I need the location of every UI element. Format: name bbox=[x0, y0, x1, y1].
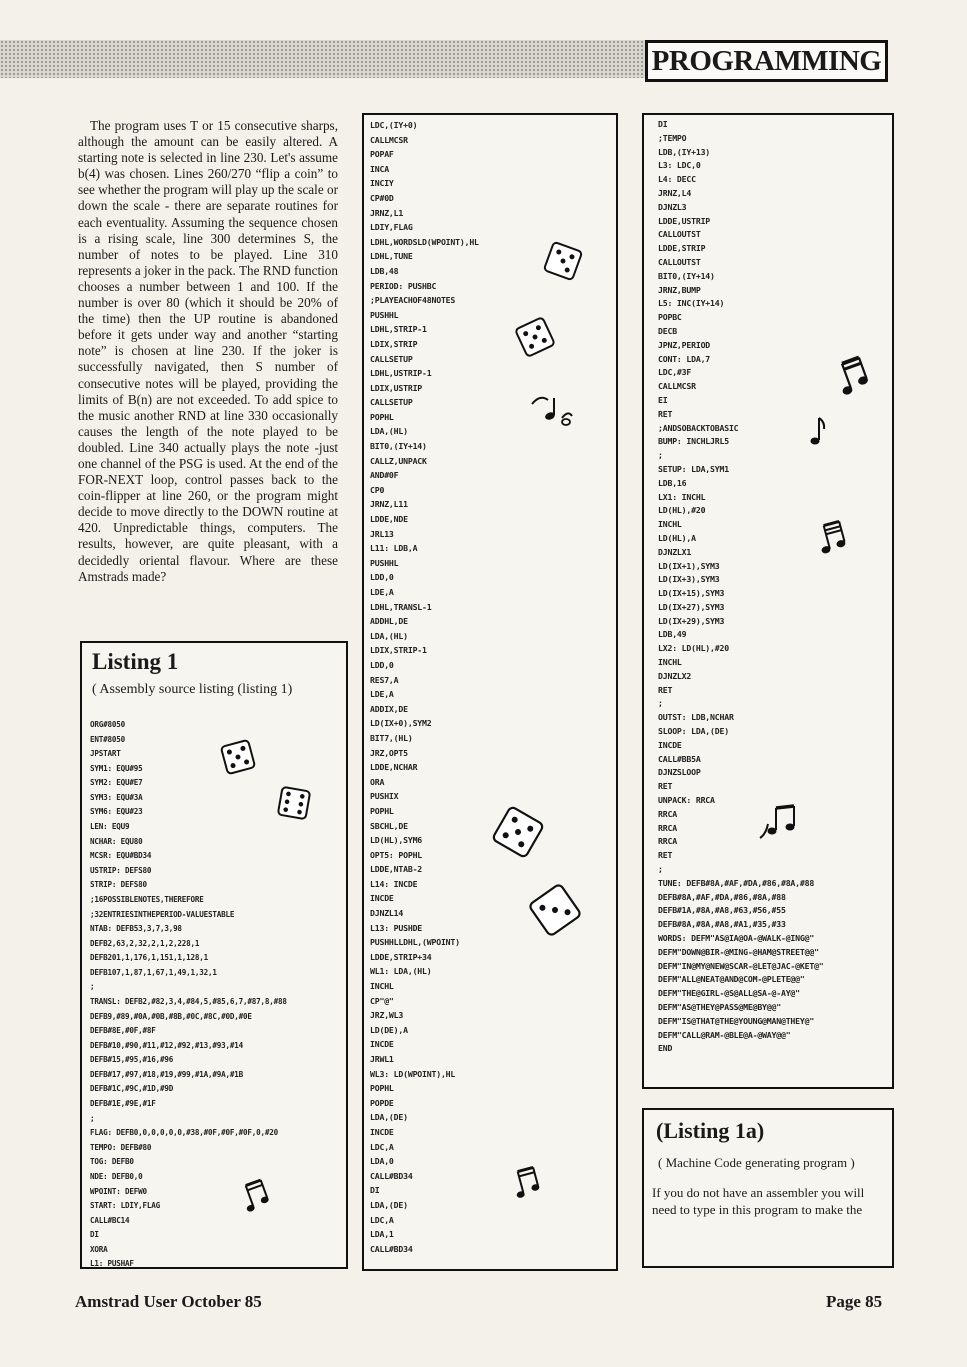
code-line: ; bbox=[90, 1113, 95, 1123]
code-line: LDA,(DE) bbox=[370, 1112, 408, 1123]
code-line: LDA,0 bbox=[370, 1156, 394, 1167]
code-line: SLOOP: LDA,(DE) bbox=[658, 726, 729, 737]
code-line: DEFM"ALL@NEAT@AND@COM-@PLETE@@" bbox=[658, 974, 805, 985]
code-line: JPSTART bbox=[90, 749, 121, 759]
code-line: FLAG: DEFB0,0,0,0,0,0,#38,#0F,#0F,#0F,0,#20 bbox=[90, 1128, 278, 1138]
code-line: AND#0F bbox=[370, 470, 399, 481]
listing-1a-subtitle: ( Machine Code generating program ) bbox=[658, 1155, 855, 1170]
code-line: RRCA bbox=[658, 822, 677, 833]
code-line: DEFB#1E,#9E,#1F bbox=[90, 1099, 156, 1109]
code-line: INCHL bbox=[370, 981, 394, 992]
code-line: START: LDIY,FLAG bbox=[90, 1201, 160, 1211]
code-line: ;TEMPO bbox=[658, 132, 687, 143]
code-line: LD(DE),A bbox=[370, 1024, 408, 1035]
code-line: DEFM"DOWN@BIR-@MING-@HAM@STREET@@" bbox=[658, 946, 819, 957]
code-line: DJNZLX2 bbox=[658, 670, 692, 681]
listing-column-3-code bbox=[658, 117, 824, 1055]
code-line: CALL#BD34 bbox=[370, 1170, 413, 1181]
code-line: XORA bbox=[90, 1244, 108, 1254]
code-line: LDE,A bbox=[370, 689, 394, 700]
code-line: PUSHHL bbox=[370, 309, 399, 320]
code-line: ;PLAYEACHOF48NOTES bbox=[370, 295, 456, 306]
code-line: ADDIX,DE bbox=[370, 703, 408, 714]
code-line: JRNZ,L4 bbox=[658, 187, 692, 198]
dice-icon bbox=[512, 314, 558, 360]
code-line: INCHL bbox=[658, 519, 682, 530]
code-line: BIT7,(HL) bbox=[370, 732, 413, 743]
code-line: LDD,0 bbox=[370, 572, 394, 583]
code-line: JRNZ,L11 bbox=[370, 499, 408, 510]
code-line: DI bbox=[90, 1230, 99, 1240]
code-line: DEFB#1C,#9C,#1D,#9D bbox=[90, 1084, 174, 1094]
code-line: END bbox=[658, 1043, 673, 1054]
listing-column-2-box bbox=[362, 113, 618, 1271]
code-line: DEFM"AS@THEY@PASS@ME@BY@@" bbox=[658, 1002, 781, 1012]
code-line: DEFB107,1,87,1,67,1,49,1,32,1 bbox=[90, 967, 217, 977]
code-line: INCDE bbox=[370, 1126, 394, 1137]
code-line: LDDE,NCHAR bbox=[370, 762, 418, 773]
code-line: WL1: LDA,(HL) bbox=[370, 966, 432, 977]
code-line: LDA,(DE) bbox=[370, 1199, 408, 1210]
code-line: ADDHL,DE bbox=[370, 616, 408, 627]
code-line: INCDE bbox=[370, 1039, 394, 1050]
code-line: INCIY bbox=[370, 178, 394, 189]
code-line: TEMPO: DEFB#80 bbox=[90, 1142, 152, 1152]
footer-magazine-issue: Amstrad User October 85 bbox=[75, 1292, 262, 1311]
code-line: LD(IX+0),SYM2 bbox=[370, 718, 432, 729]
code-line: PUSHHL bbox=[370, 557, 399, 568]
dice-icon bbox=[490, 804, 546, 860]
code-line: LD(HL),#20 bbox=[658, 505, 706, 516]
code-line: DEFB#17,#97,#18,#19,#99,#1A,#9A,#1B bbox=[90, 1069, 244, 1079]
code-line: ;16POSSIBLENOTES,THEREFORE bbox=[90, 894, 204, 904]
code-line: LDHL,USTRIP-1 bbox=[370, 368, 432, 379]
code-line: CALL#BB5A bbox=[658, 753, 701, 764]
code-line: ;ANDSOBACKTOBASIC bbox=[658, 422, 739, 433]
code-line: LDHL,TUNE bbox=[370, 251, 413, 262]
code-line: UNPACK: RRCA bbox=[658, 795, 715, 806]
code-line: LDC,#3F bbox=[658, 367, 692, 378]
code-line: CALL#BC14 bbox=[90, 1215, 130, 1225]
code-line: LEN: EQU9 bbox=[90, 822, 130, 832]
code-line: DJNZL3 bbox=[658, 201, 687, 212]
code-line: LD(IX+1),SYM3 bbox=[658, 560, 720, 571]
code-line: LDB,(IY+13) bbox=[658, 146, 711, 157]
code-line: DEFB#15,#95,#16,#96 bbox=[90, 1055, 174, 1065]
code-line: POPBC bbox=[658, 312, 682, 323]
code-line: BIT0,(IY+14) bbox=[658, 270, 715, 281]
code-line: TRANSL: DEFB2,#82,3,4,#84,5,#85,6,7,#87,8,#88 bbox=[90, 996, 287, 1006]
code-line: OPT5: POPHL bbox=[370, 849, 423, 860]
code-line: DI bbox=[658, 119, 668, 129]
code-line: NTAB: DEFB53,3,7,3,98 bbox=[90, 924, 182, 934]
code-line: DEFM"IS@THAT@THE@YOUNG@MAN@THEY@" bbox=[658, 1015, 815, 1026]
code-line: LDDE,NTAB-2 bbox=[370, 864, 423, 875]
code-line: DJNZL14 bbox=[370, 908, 404, 919]
code-line: SYM1: EQU#95 bbox=[90, 763, 143, 773]
dice-icon bbox=[540, 238, 586, 284]
code-line: L4: DECC bbox=[658, 174, 696, 185]
code-line: ORG#8050 bbox=[90, 720, 125, 729]
code-line: JPNZ,PERIOD bbox=[658, 339, 711, 350]
code-line: JRNZ,L1 bbox=[370, 207, 404, 218]
code-line: JRZ,OPT5 bbox=[370, 747, 408, 758]
intro-paragraph: The program uses T or 15 consecutive sharps, although the amount can be easily altered. A starting note is selected in line 230. Let's assume b(4) was chosen. Lines 260/270 “flip a coin” to see whether the program will play up the scale or down the scale - there are separate routines for each eventuality. Assuming the sequence chosen is a rising scale, line 300 determines S, the number of notes to be played. Line 310 represents a joker in the pack. The RND function chooses a number between 1 and 100. If the number is over 80 (which it should be 20% of the time) then the UP routine is abandoned before it gets under way and another “starting note” is chosen at line 230. If the joker is successfully navigated, then S number of consecutive notes will be played, providing the limits of B(n) are not exceeded. To add spice to the music another RND at line 330 occasionally causes the length of the note played to be doubled. Line 340 actually plays the note -just one channel of the PSG is used. At the end of the FOR-NEXT loop, control passes back to the coin-flipper at line 260, or the program might decide to move directly to the DOWN routine at 420. Unpredictable things, computers. The results, however, are quite pleasant, with a decidedly oriental flavour. Where are these Amstrads made? bbox=[78, 118, 338, 584]
code-line: SBCHL,DE bbox=[370, 820, 408, 831]
code-line: POPHL bbox=[370, 1083, 394, 1094]
code-line: RET bbox=[658, 408, 673, 419]
code-line: RET bbox=[658, 781, 673, 792]
code-line: DEFB#8A,#AF,#DA,#86,#8A,#88 bbox=[658, 891, 786, 902]
code-line: CALLMCSR bbox=[658, 381, 696, 392]
music-note-icon bbox=[808, 414, 828, 448]
code-line: L11: LDB,A bbox=[370, 543, 418, 554]
code-line: CP#0D bbox=[370, 192, 394, 203]
code-line: SYM3: EQU#3A bbox=[90, 792, 143, 802]
code-line: USTRIP: DEFS80 bbox=[90, 865, 152, 875]
code-line: LD(IX+29),SYM3 bbox=[658, 615, 725, 626]
code-line: DEFB#1A,#8A,#A8,#63,#56,#55 bbox=[658, 905, 786, 916]
code-line: TOG: DEFB0 bbox=[90, 1157, 134, 1167]
code-line: LDIX,STRIP-1 bbox=[370, 645, 427, 656]
code-line: JRNZ,BUMP bbox=[658, 284, 701, 295]
code-line: L13: PUSHDE bbox=[370, 922, 423, 933]
intro-text bbox=[78, 118, 338, 585]
code-line: DEFM"IN@MY@NEW@SCAR-@LET@JAC-@KET@" bbox=[658, 960, 824, 971]
music-note-icon bbox=[511, 1163, 547, 1203]
code-line: DEFB201,1,176,1,151,1,128,1 bbox=[90, 953, 209, 963]
code-line: NCHAR: EQU80 bbox=[90, 836, 143, 846]
code-line: ; bbox=[658, 450, 663, 461]
code-line: LDDE,USTRIP bbox=[658, 215, 711, 226]
footer-page-number: Page 85 bbox=[826, 1292, 883, 1311]
code-line: CONT: LDA,7 bbox=[658, 353, 711, 364]
code-line: POPAF bbox=[370, 149, 394, 160]
code-line: LD(IX+3),SYM3 bbox=[658, 574, 720, 585]
code-line: L5: INC(IY+14) bbox=[658, 298, 725, 309]
code-line: CALLMCSR bbox=[370, 134, 408, 145]
code-line: ;32ENTRIESINTHEPERIOD-VALUESTABLE bbox=[90, 909, 235, 919]
code-line: PUSHIX bbox=[370, 791, 399, 802]
dice-icon bbox=[527, 882, 583, 938]
code-line: RES7,A bbox=[370, 674, 399, 685]
code-line: LDA,1 bbox=[370, 1229, 394, 1240]
code-line: L1: PUSHAF bbox=[90, 1259, 134, 1269]
code-line: LX2: LD(HL),#20 bbox=[658, 643, 729, 654]
code-line: LD(IX+27),SYM3 bbox=[658, 601, 725, 612]
code-line: INCDE bbox=[658, 739, 682, 750]
code-line: ENT#8050 bbox=[90, 734, 125, 744]
code-line: POPHL bbox=[370, 411, 394, 422]
code-line: CALLSETUP bbox=[370, 353, 413, 364]
code-line: LDA,(HL) bbox=[370, 426, 408, 437]
code-line: SETUP: LDA,SYM1 bbox=[658, 463, 729, 474]
code-line: CP0 bbox=[370, 484, 385, 495]
music-note-icon bbox=[240, 1176, 276, 1216]
code-line: LDB,16 bbox=[658, 477, 687, 488]
music-note-icon bbox=[833, 352, 877, 400]
code-line: ; bbox=[90, 982, 95, 992]
code-line: LDB,49 bbox=[658, 629, 687, 640]
dice-icon bbox=[218, 737, 258, 777]
code-line: LDC,(IY+0) bbox=[370, 120, 418, 130]
code-line: POPDE bbox=[370, 1097, 394, 1108]
code-line: OUTST: LDB,NCHAR bbox=[658, 712, 734, 723]
code-line: JRL13 bbox=[370, 528, 394, 539]
code-line: LX1: INCHL bbox=[658, 491, 706, 502]
code-line: JRZ,WL3 bbox=[370, 1010, 404, 1021]
code-line: INCHL bbox=[658, 657, 682, 668]
code-line: LDA,(HL) bbox=[370, 630, 408, 641]
code-line: L3: LDC,0 bbox=[658, 160, 701, 171]
code-line: STRIP: DEFS80 bbox=[90, 880, 147, 890]
code-line: DEFB9,#89,#0A,#0B,#8B,#0C,#8C,#0D,#0E bbox=[90, 1011, 252, 1021]
code-line: RET bbox=[658, 850, 673, 861]
listing-1-title: Listing 1 bbox=[92, 649, 179, 674]
listing-column-2-code bbox=[370, 118, 479, 1256]
code-line: LDHL,TRANSL-1 bbox=[370, 601, 432, 612]
code-line: DEFB#8A,#8A,#A8,#A1,#35,#33 bbox=[658, 919, 786, 930]
code-line: MCSR: EQU#BD34 bbox=[90, 851, 152, 861]
music-note-icon bbox=[526, 390, 576, 430]
listing-column-3-box bbox=[642, 113, 894, 1089]
code-line: LD(IX+15),SYM3 bbox=[658, 588, 725, 599]
code-line: POPHL bbox=[370, 805, 394, 816]
code-line: EI bbox=[658, 394, 668, 405]
code-line: LDHL,WORDSLD(WPOINT),HL bbox=[370, 236, 479, 247]
code-line: WPOINT: DEFW0 bbox=[90, 1186, 147, 1196]
listing-1a-body: If you do not have an assembler you will need to type in this program to make the bbox=[652, 1185, 865, 1217]
code-line: CALLOUTST bbox=[658, 256, 701, 267]
code-line: INCA bbox=[370, 163, 389, 174]
listing-1-box bbox=[80, 641, 348, 1269]
code-line: RRCA bbox=[658, 808, 677, 819]
code-line: CALLOUTST bbox=[658, 229, 701, 240]
code-line: LDB,48 bbox=[370, 265, 399, 276]
code-line: LDIY,FLAG bbox=[370, 222, 413, 233]
code-line: RET bbox=[658, 684, 673, 695]
code-line: L14: INCDE bbox=[370, 878, 418, 889]
music-note-icon bbox=[754, 800, 804, 846]
listing-1a-title: (Listing 1a) bbox=[656, 1118, 765, 1143]
code-line: DEFB2,63,2,32,2,1,2,228,1 bbox=[90, 938, 200, 948]
code-line: LDIX,USTRIP bbox=[370, 382, 423, 393]
code-line: PERIOD: PUSHBC bbox=[370, 280, 437, 291]
code-line: LDDE,STRIP+34 bbox=[370, 951, 432, 962]
code-line: ; bbox=[658, 698, 663, 709]
code-line: BIT0,(IY+14) bbox=[370, 441, 427, 452]
code-line: CALLSETUP bbox=[370, 397, 413, 408]
code-line: INCDE bbox=[370, 893, 394, 904]
code-line: LDD,0 bbox=[370, 659, 394, 670]
code-line: CALLZ,UNPACK bbox=[370, 455, 427, 466]
code-line: DI bbox=[370, 1185, 380, 1196]
code-line: TUNE: DEFB#8A,#AF,#DA,#86,#8A,#88 bbox=[658, 877, 815, 888]
code-line: LDIX,STRIP bbox=[370, 338, 418, 349]
code-line: DEFM"THE@GIRL-@S@ALL@SA-@-AY@" bbox=[658, 988, 800, 999]
code-line: SYM6: EQU#23 bbox=[90, 807, 143, 817]
music-note-icon bbox=[815, 517, 855, 557]
code-line: ; bbox=[658, 864, 663, 875]
code-line: PUSHHLLDHL,(WPOINT) bbox=[370, 937, 460, 948]
code-line: SYM2: EQU#E7 bbox=[90, 778, 143, 788]
code-line: DJNZLX1 bbox=[658, 546, 692, 557]
listing-1-subtitle: ( Assembly source listing (listing 1) bbox=[92, 682, 293, 697]
code-line: NDE: DEFB0,0 bbox=[90, 1171, 143, 1181]
code-line: LDE,A bbox=[370, 587, 394, 597]
dice-icon bbox=[274, 783, 314, 823]
code-line: ORA bbox=[370, 776, 385, 787]
code-line: DEFB#8E,#0F,#8F bbox=[90, 1026, 156, 1036]
code-line: LD(HL),A bbox=[658, 532, 696, 543]
code-line: CALL#BD34 bbox=[370, 1243, 413, 1254]
header-pattern-band bbox=[0, 40, 645, 78]
code-line: DECB bbox=[658, 325, 677, 336]
code-line: LDDE,STRIP bbox=[658, 243, 706, 254]
code-line: LDDE,NDE bbox=[370, 514, 408, 525]
code-line: DEFM"CALL@RAM-@BLE@A-@WAY@@" bbox=[658, 1029, 791, 1040]
code-line: DEFB#10,#90,#11,#12,#92,#13,#93,#14 bbox=[90, 1040, 244, 1050]
code-line: LDC,A bbox=[370, 1141, 394, 1152]
code-line: LDHL,STRIP-1 bbox=[370, 324, 427, 335]
code-line: CP"@" bbox=[370, 995, 394, 1006]
code-line: DJNZSLOOP bbox=[658, 767, 701, 778]
code-line: LD(HL),SYM6 bbox=[370, 835, 423, 846]
code-line: WL3: LD(WPOINT),HL bbox=[370, 1068, 456, 1079]
code-line: LDC,A bbox=[370, 1214, 394, 1225]
code-line: BUMP: INCHLJRL5 bbox=[658, 436, 729, 447]
code-line: JRWL1 bbox=[370, 1054, 394, 1064]
code-line: WORDS: DEFM"AS@IA@OA-@WALK-@ING@" bbox=[658, 933, 815, 944]
listing-1a-box bbox=[642, 1108, 894, 1268]
section-tag: PROGRAMMING bbox=[645, 40, 888, 82]
code-line: RRCA bbox=[658, 836, 677, 847]
